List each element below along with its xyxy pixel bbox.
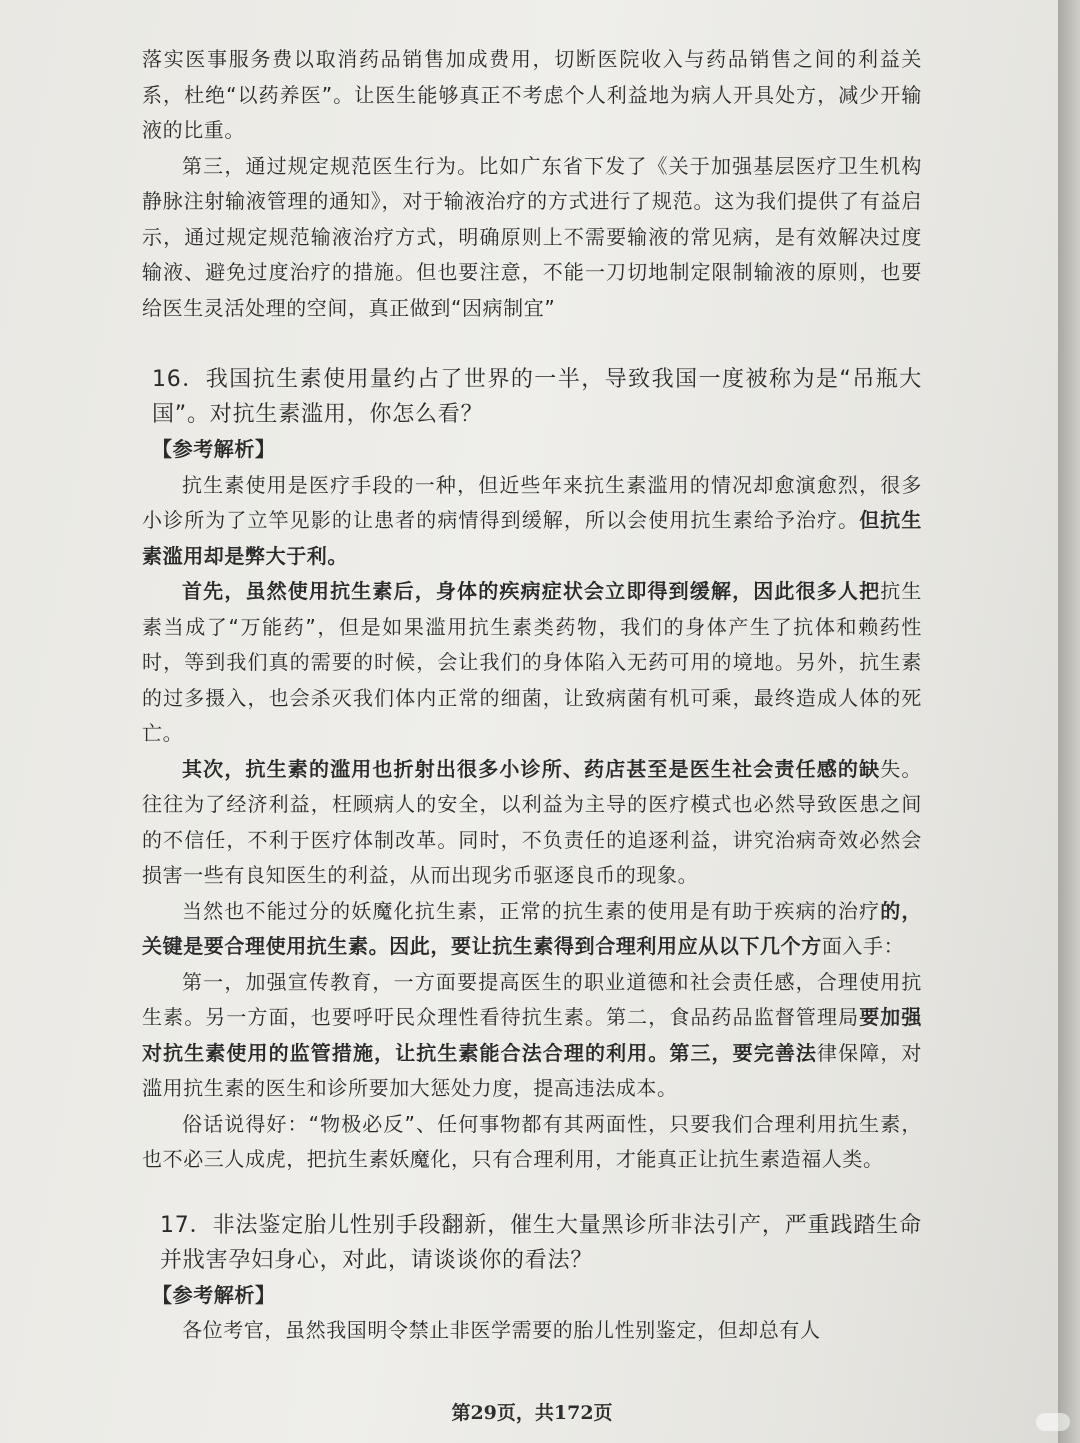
paragraph-text: 第一，加强宣传教育，一方面要提高医生的职业道德和社会责任感，合理使用抗生素。另一方面，也要呼吁民众理性看待抗生素。第二，食品药品监督管理局 — [142, 969, 922, 1029]
paragraph-text: 律保障，对滥用抗生素的医生和诊所要加大惩处力度，提高违法成本。 — [142, 1040, 923, 1100]
paragraph — [142, 965, 922, 1107]
reference-analysis-heading: 【参考解析】 — [152, 437, 276, 461]
paragraph: 落实医事服务费以取消药品销售加成费用，切断医院收入与药品销售之间的利益关系，杜绝“以药养医”。让医生能够真正不考虑个人利益地为病人开具处方，减少开输液的比重。 — [142, 47, 922, 142]
paragraph-bold-text: 的，关键是要合理使用抗生素。因此，要让抗生素得到合理利用应从以下几个方 — [142, 898, 922, 958]
paragraph — [142, 894, 922, 965]
page-number-footer: 第29页，共172页 — [451, 1402, 613, 1424]
page-content — [142, 42, 922, 1349]
paragraph-text: 面入手： — [821, 934, 905, 958]
paragraph — [142, 752, 922, 894]
paragraph-text: 抗生素使用是医疗手段的一种，但近些年来抗生素滥用的情况却愈演愈烈，很多小诊所为了立竿见影的让患者的病情得到缓解，所以会使用抗生素给予治疗。 — [142, 472, 922, 532]
reference-analysis-heading: 【参考解析】 — [152, 1282, 276, 1307]
paragraph — [142, 468, 922, 575]
paragraph-bold-text: 首先，虽然使用抗生素后，身体的疾病症状会立即得到缓解，因此很多人把 — [182, 579, 881, 603]
watermark-logo — [1036, 1413, 1070, 1431]
paragraph-text: 失。往往为了经济利益，枉顾病人的安全，以利益为主导的医疗模式也必然导致医患之间的不信任，不利于医疗体制改革。同时，不负责任的追逐利益，讲究治病奇效必然会损害一些有良知医生的利益，从而出现劣币驱逐良币的现象。 — [142, 756, 922, 887]
question-17: 17．非法鉴定胎儿性别手段翻新，催生大量黑诊所非法引产，严重践踏生命并戕害孕妇身心，对此，请谈谈你的看法？ — [160, 1212, 922, 1273]
paragraph: 各位考官，虽然我国明令禁止非医学需要的胎儿性别鉴定，但却总有人 — [182, 1318, 821, 1342]
paragraph: 俗话说得好：“物极必反”、任何事物都有其两面性，只要我们合理利用抗生素，也不必三人成虎，把抗生素妖魔化，只有合理利用，才能真正让抗生素造福人类。 — [142, 1111, 922, 1171]
page-stack-edge — [1058, 0, 1080, 1443]
paragraph-text: 抗生素当成了“万能药”，但是如果滥用抗生素类药物，我们的身体产生了抗体和赖药性时，等到我们真的需要的时候，会让我们的身体陷入无药可用的境地。另外，抗生素的过多摄入，也会杀灭我们体内正常的细菌，让致病菌有机可乘，最终造成人体的死亡。 — [142, 579, 922, 745]
paragraph-bold-text: 其次，抗生素的滥用也折射出很多小诊所、药店甚至是医生社会责任感的缺 — [182, 756, 881, 781]
paragraph-bold-text: 但抗生素滥用却是弊大于利。 — [142, 508, 922, 568]
paragraph-text: 当然也不能过分的妖魔化抗生素，正常的抗生素的使用是有助于疾病的治疗 — [182, 898, 881, 923]
paragraph: 第三，通过规定规范医生行为。比如广东省下发了《关于加强基层医疗卫生机构静脉注射输液管理的通知》，对于输液治疗的方式进行了规范。这为我们提供了有益启示，通过规定规范输液治疗方式，明确原则上不需要输液的常见病，是有效解决过度输液、避免过度治疗的措施。但也要注意，不能一刀切地制定限制输液的原则，也要给医生灵活处理的空间，真正做到“因病制宜” — [142, 153, 922, 320]
paragraph-bold-text: 要加强对抗生素使用的监管措施，让抗生素能合法合理的利用。第三，要完善法 — [142, 1005, 922, 1065]
question-16: 16．我国抗生素使用量约占了世界的一半，导致我国一度被称为是“吊瓶大国”。对抗生素滥用，你怎么看？ — [152, 367, 922, 427]
paragraph — [142, 574, 922, 752]
